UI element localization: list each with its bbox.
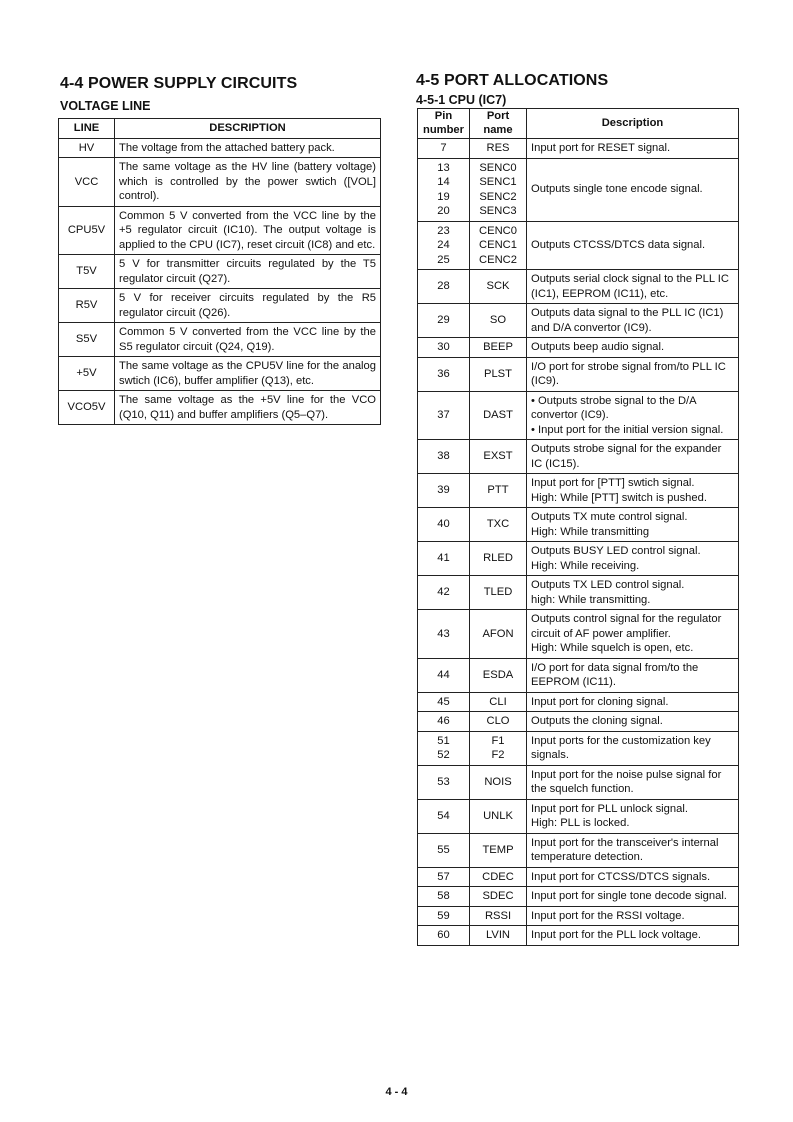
port-allocations-heading: 4-5 PORT ALLOCATIONS <box>416 72 609 89</box>
table-row <box>418 221 739 270</box>
voltage-line-subheading: VOLTAGE LINE <box>60 99 151 113</box>
voltage-line-name: VCO5V <box>59 391 115 425</box>
pin-number: 29 <box>418 304 470 338</box>
voltage-line-name: VCC <box>59 158 115 207</box>
table-row <box>418 799 739 833</box>
voltage-line-name: CPU5V <box>59 206 115 255</box>
port-name: CLO <box>470 712 527 732</box>
port-name: TXC <box>470 508 527 542</box>
voltage-line-description: The same voltage as the +5V line for the VCO (Q10, Q11) and buffer amplifiers (Q5–Q7). <box>115 391 381 425</box>
pin-number: 58 <box>418 887 470 907</box>
port-description: Input port for the RSSI voltage. <box>527 906 739 926</box>
voltage-line-name: HV <box>59 138 115 158</box>
table-row <box>418 658 739 692</box>
port-name: SCK <box>470 270 527 304</box>
pin-number: 45 <box>418 692 470 712</box>
table-row <box>418 139 739 159</box>
table-row <box>59 357 381 391</box>
port-name: TEMP <box>470 833 527 867</box>
pin-number: 53 <box>418 765 470 799</box>
pin-number: 36 <box>418 357 470 391</box>
table-row <box>59 138 381 158</box>
voltage-line-description: Common 5 V converted from the VCC line by the S5 regulator circuit (Q24, Q19). <box>115 323 381 357</box>
port-name: SO <box>470 304 527 338</box>
voltage-line-table <box>58 118 381 425</box>
port-description: Input ports for the customization key signals. <box>527 731 739 765</box>
port-name: CDEC <box>470 867 527 887</box>
table-row <box>418 304 739 338</box>
port-description: Input port for the noise pulse signal for the squelch function. <box>527 765 739 799</box>
page-number: 4 - 4 <box>385 1086 408 1098</box>
pin-number: 7 <box>418 139 470 159</box>
pin-number: 44 <box>418 658 470 692</box>
table-row <box>418 542 739 576</box>
table-row <box>418 833 739 867</box>
port-allocation-table <box>417 108 739 946</box>
port-name: DAST <box>470 391 527 440</box>
table-row <box>59 289 381 323</box>
pin-number: 39 <box>418 474 470 508</box>
port-name: PLST <box>470 357 527 391</box>
pin-number: 23 24 25 <box>418 221 470 270</box>
table-row <box>418 440 739 474</box>
port-description: Outputs data signal to the PLL IC (IC1) and D/A convertor (IC9). <box>527 304 739 338</box>
voltage-line-description: The same voltage as the HV line (battery voltage) which is controlled by the power swtich ([VOL] control). <box>115 158 381 207</box>
pin-number: 55 <box>418 833 470 867</box>
pin-number: 30 <box>418 338 470 358</box>
voltage-line-name: T5V <box>59 255 115 289</box>
pin-number: 38 <box>418 440 470 474</box>
table-row <box>418 765 739 799</box>
table-row <box>418 357 739 391</box>
port-description: Outputs serial clock signal to the PLL IC (IC1), EEPROM (IC11), etc. <box>527 270 739 304</box>
port-description: Input port for [PTT] swtich signal. High: While [PTT] switch is pushed. <box>527 474 739 508</box>
port-description: Input port for CTCSS/DTCS signals. <box>527 867 739 887</box>
table-row <box>59 158 381 207</box>
voltage-line-name: S5V <box>59 323 115 357</box>
voltage-line-description: Common 5 V converted from the VCC line by the +5 regulator circuit (IC10). The output voltage is applied to the CPU (IC7), reset circuit (IC8) and etc. <box>115 206 381 255</box>
table-row <box>418 610 739 659</box>
table-row <box>418 474 739 508</box>
port-description: I/O port for strobe signal from/to PLL IC (IC9). <box>527 357 739 391</box>
port-description: Input port for the PLL lock voltage. <box>527 926 739 946</box>
port-description: Input port for cloning signal. <box>527 692 739 712</box>
pin-number: 54 <box>418 799 470 833</box>
power-supply-heading: 4-4 POWER SUPPLY CIRCUITS <box>60 75 298 92</box>
port-name: CENC0 CENC1 CENC2 <box>470 221 527 270</box>
port-description: Outputs BUSY LED control signal. High: While receiving. <box>527 542 739 576</box>
port-description: Outputs TX LED control signal. high: While transmitting. <box>527 576 739 610</box>
table-row <box>418 926 739 946</box>
port-name: RLED <box>470 542 527 576</box>
port-description: Outputs CTCSS/DTCS data signal. <box>527 221 739 270</box>
port-name: LVIN <box>470 926 527 946</box>
port-name: RES <box>470 139 527 159</box>
table-row <box>418 576 739 610</box>
port-description: Outputs control signal for the regulator circuit of AF power amplifier. High: While squelch is open, etc. <box>527 610 739 659</box>
column-header-description: DESCRIPTION <box>115 119 381 139</box>
port-description: Input port for PLL unlock signal. High: PLL is locked. <box>527 799 739 833</box>
port-description: Outputs the cloning signal. <box>527 712 739 732</box>
port-description: Outputs beep audio signal. <box>527 338 739 358</box>
pin-number: 46 <box>418 712 470 732</box>
port-name: SENC0 SENC1 SENC2 SENC3 <box>470 158 527 221</box>
table-header-row <box>59 119 381 139</box>
table-row <box>418 158 739 221</box>
table-row <box>418 867 739 887</box>
table-row <box>418 712 739 732</box>
table-header-row <box>418 109 739 139</box>
port-name: EXST <box>470 440 527 474</box>
table-row <box>418 270 739 304</box>
port-name: CLI <box>470 692 527 712</box>
pin-number: 43 <box>418 610 470 659</box>
table-row <box>59 206 381 255</box>
pin-number: 60 <box>418 926 470 946</box>
port-name: TLED <box>470 576 527 610</box>
pin-number: 28 <box>418 270 470 304</box>
pin-number: 57 <box>418 867 470 887</box>
pin-number: 37 <box>418 391 470 440</box>
table-row <box>59 255 381 289</box>
port-name: AFON <box>470 610 527 659</box>
port-description: Input port for RESET signal. <box>527 139 739 159</box>
column-header-description: Description <box>527 109 739 139</box>
voltage-line-name: R5V <box>59 289 115 323</box>
pin-number: 51 52 <box>418 731 470 765</box>
table-row <box>418 391 739 440</box>
table-row <box>418 731 739 765</box>
table-row <box>418 508 739 542</box>
port-name: BEEP <box>470 338 527 358</box>
table-row <box>418 887 739 907</box>
table-row <box>418 338 739 358</box>
pin-number: 59 <box>418 906 470 926</box>
port-name: ESDA <box>470 658 527 692</box>
cpu-subheading: 4-5-1 CPU (IC7) <box>416 93 507 107</box>
pin-number: 40 <box>418 508 470 542</box>
column-header-port-name: Port name <box>470 109 527 139</box>
port-name: F1 F2 <box>470 731 527 765</box>
port-name: NOIS <box>470 765 527 799</box>
column-header-pin-number: Pin number <box>418 109 470 139</box>
pin-number: 13 14 19 20 <box>418 158 470 221</box>
voltage-line-description: 5 V for receiver circuits regulated by the R5 regulator circuit (Q26). <box>115 289 381 323</box>
port-description: • Outputs strobe signal to the D/A convertor (IC9). • Input port for the initial version signal. <box>527 391 739 440</box>
table-row <box>59 391 381 425</box>
voltage-line-description: The same voltage as the CPU5V line for the analog swtich (IC6), buffer amplifier (Q13), etc. <box>115 357 381 391</box>
port-name: PTT <box>470 474 527 508</box>
pin-number: 42 <box>418 576 470 610</box>
port-name: UNLK <box>470 799 527 833</box>
pin-number: 41 <box>418 542 470 576</box>
port-description: Outputs TX mute control signal. High: While transmitting <box>527 508 739 542</box>
voltage-line-name: +5V <box>59 357 115 391</box>
table-row <box>418 906 739 926</box>
table-row <box>59 323 381 357</box>
port-name: RSSI <box>470 906 527 926</box>
port-description: I/O port for data signal from/to the EEPROM (IC11). <box>527 658 739 692</box>
port-description: Input port for the transceiver's internal temperature detection. <box>527 833 739 867</box>
port-description: Input port for single tone decode signal. <box>527 887 739 907</box>
table-row <box>418 692 739 712</box>
port-description: Outputs single tone encode signal. <box>527 158 739 221</box>
voltage-line-description: 5 V for transmitter circuits regulated by the T5 regulator circuit (Q27). <box>115 255 381 289</box>
voltage-line-description: The voltage from the attached battery pack. <box>115 138 381 158</box>
port-name: SDEC <box>470 887 527 907</box>
port-description: Outputs strobe signal for the expander IC (IC15). <box>527 440 739 474</box>
column-header-line: LINE <box>59 119 115 139</box>
